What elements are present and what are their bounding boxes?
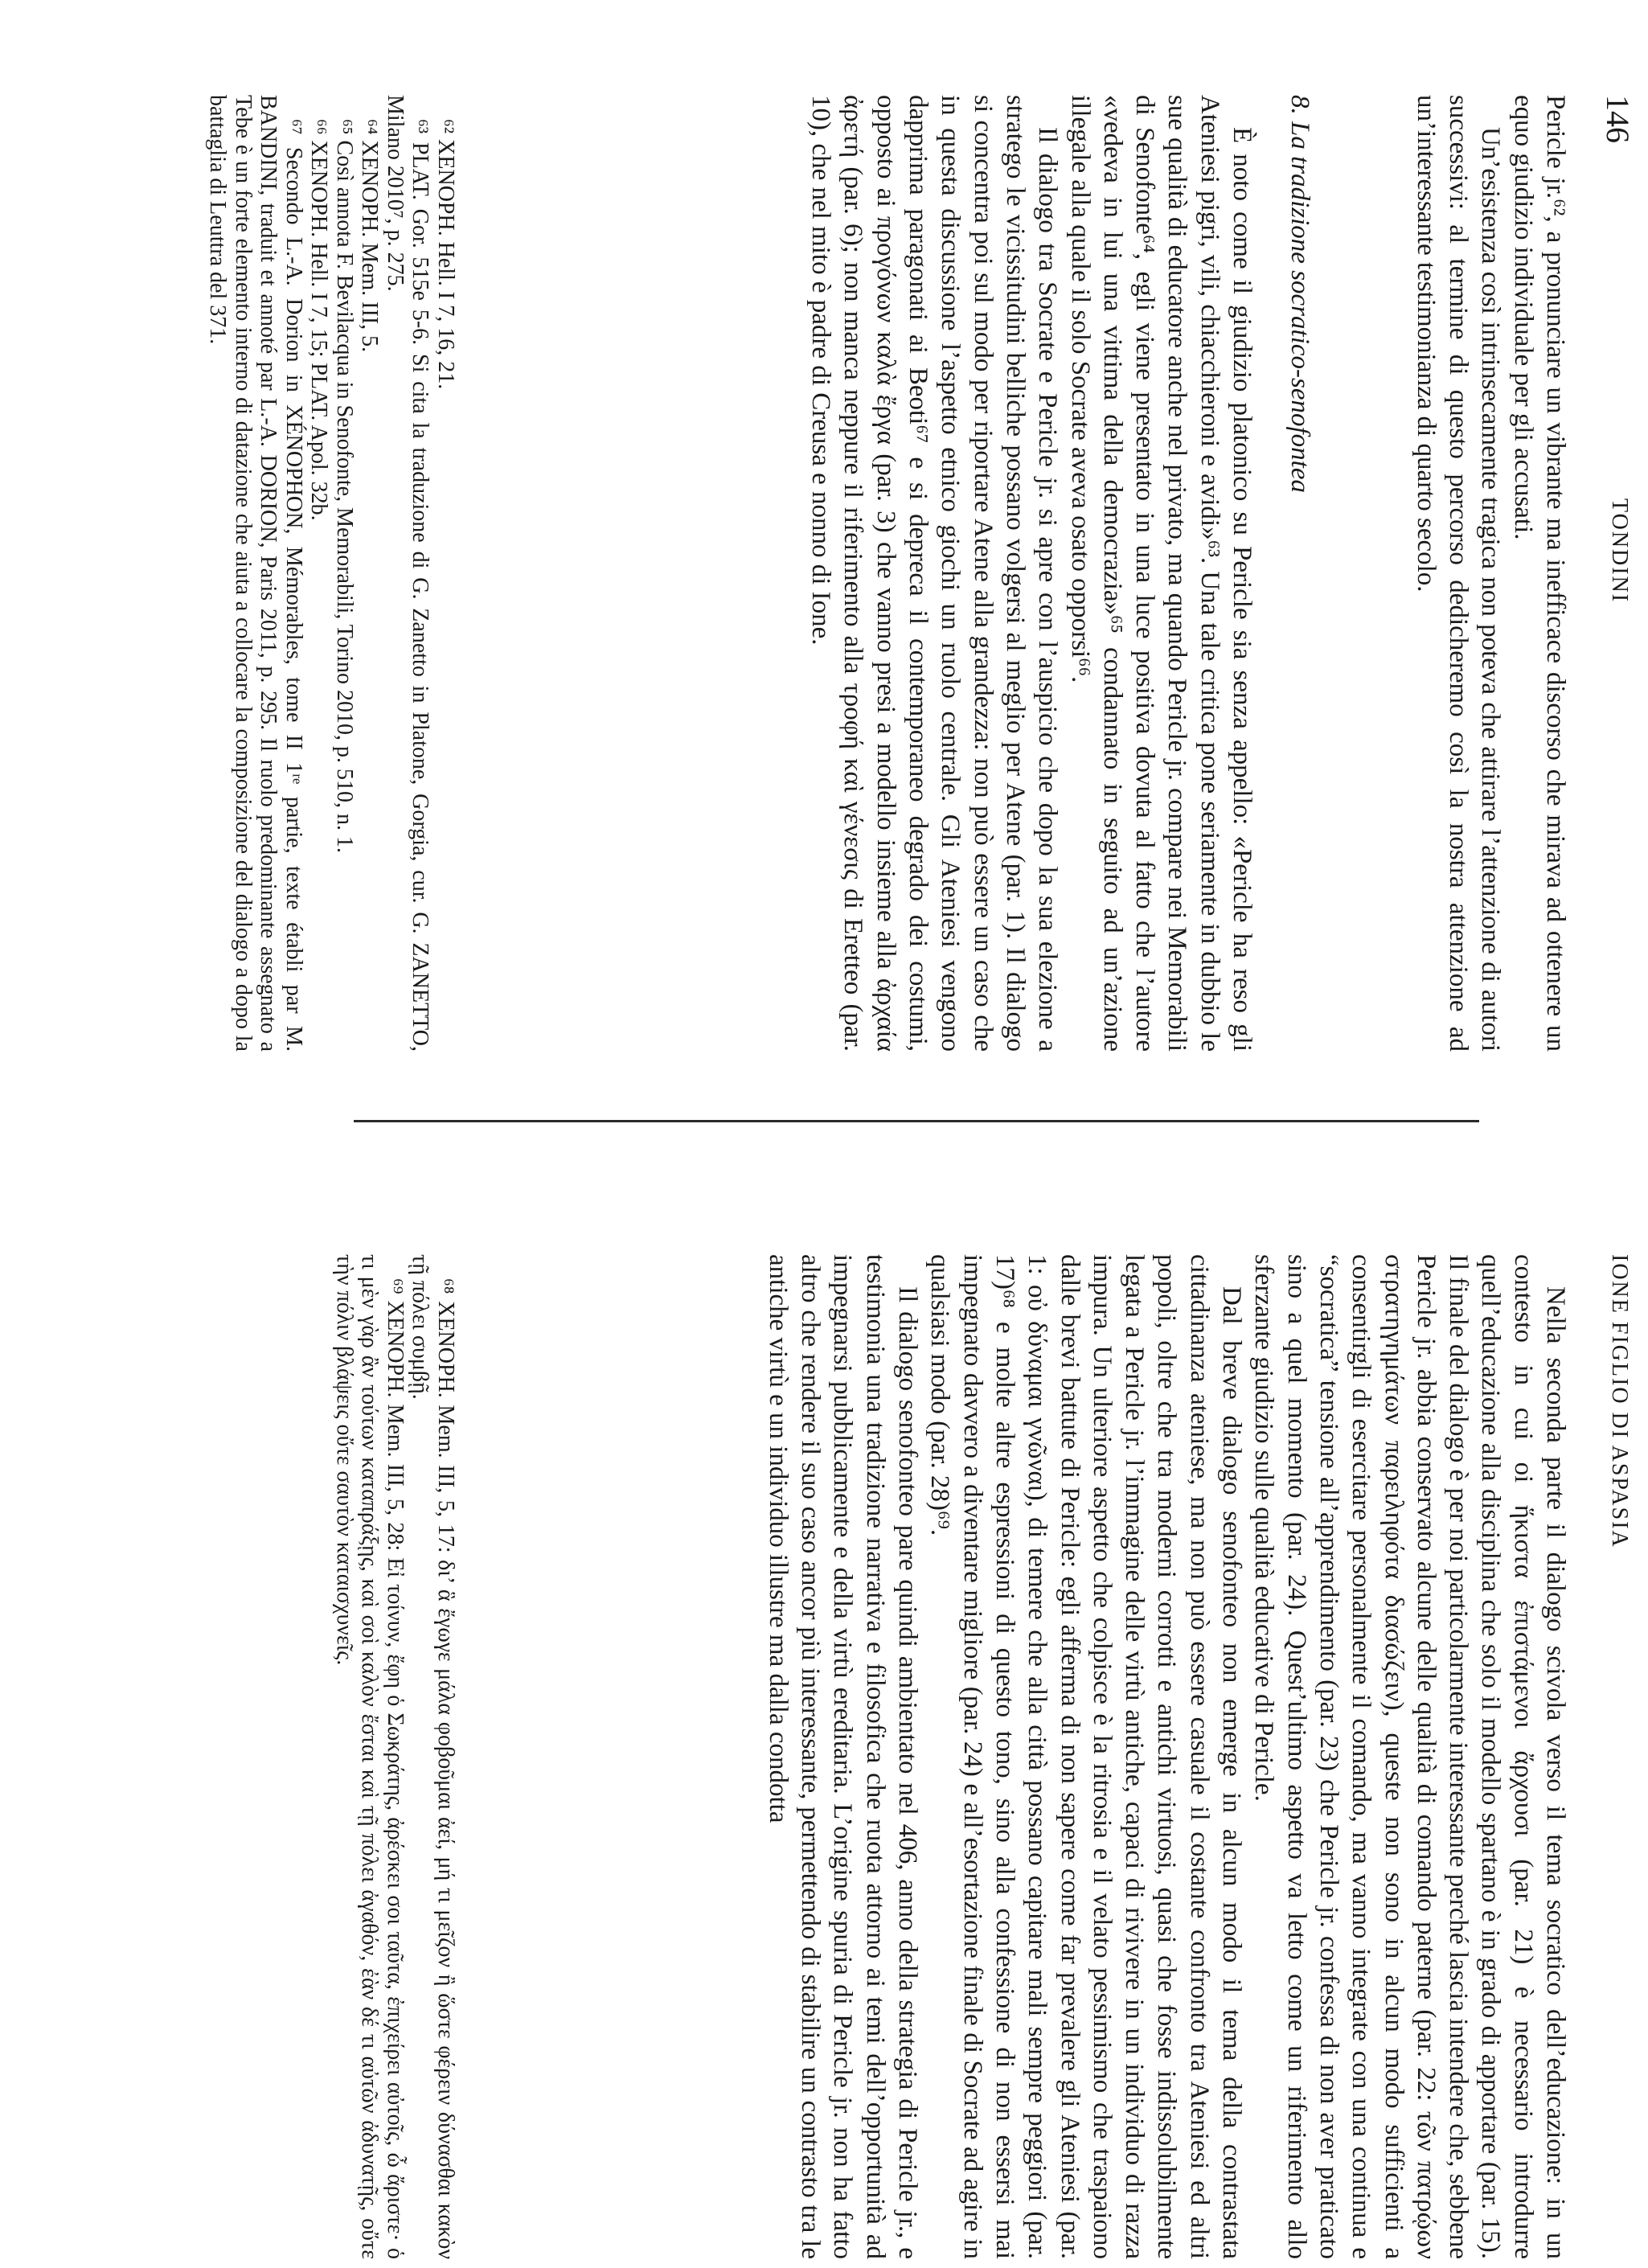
page-number: 146 <box>1600 95 1636 143</box>
paragraph: Il dialogo senofonteo pare quindi ambientato nel 406, anno della strategia di Pericle jr., e testimonia una tradizione narrativa e filosofica che ruota attorno ai temi dell’opportunità ad impegnarsi pubblicamente e della virtù ereditaria. L’origine spuria di Pericle jr. non ha fatto altro che rendere il suo caso ancor più interessante, permettendo di stabilire un contrasto tra le antiche virtù e un individuo illustre ma dalla condotta <box>763 1254 923 2259</box>
section-heading: 8. La tradizione socratico-senofontea <box>1285 95 1314 493</box>
paragraph: È noto come il giudizio platonico su Pericle sia senza appello: «Pericle ha reso gli Ateniesi pigri, vili, chiacchieroni e avidi»⁶³. Una tale critica pone seriamente in dubbio le sue qualità di educatore anche nel privato, ma quando Pericle jr. compare nei Memorabili di Senofonte⁶⁴, egli viene presentato in una luce positiva dovuta al fatto che l’autore «vedeva in lui una vittima della democrazia»⁶⁵ condannato in seguito ad un’azione illegale alla quale il solo Socrate aveva osato opporsi⁶⁶. <box>1065 95 1256 1052</box>
footnote: ⁶³ PLAT. Gor. 515e 5-6. Si cita la traduzione di G. Zanetto in Platone, Gorgia, cur. G. ZANETTO, Milano 2010⁷, p. 275. <box>383 95 433 1052</box>
running-head: TONDINI <box>1607 498 1632 604</box>
body-text <box>1410 95 1572 1052</box>
footnotes <box>205 95 458 1052</box>
footnote: ⁶⁹ XENOPH. Mem. III, 5, 28: Εἰ τοίνυν, ἔφη ὁ Σωκράτης, ἀρέσκει σοι ταῦτα, ἐπιχείρει αὐτοῖς, ὦ ἄριστε· ὁ τι μὲν γὰρ ἂν τούτων καταπράξῃς, καὶ σοὶ καλὸν ἔσται καὶ τῇ πόλει ἀγαθόν, ἐὰν δέ τι αὐτῶν ἀδυνατῇς, οὔτε τὴν πόλιν βλάψεις οὔτε σαυτὸν καταισχυνεῖς. <box>332 1254 408 2259</box>
paragraph: Dal breve dialogo senofonteo non emerge in alcun modo il tema della contrastata cittadinanza ateniese, ma non può essere casuale il costante confronto tra Ateniesi ed altri popoli, oltre che tra moderni corrotti e antichi virtuosi, quasi che fosse indissolubilmente legata a Pericle jr. l’immagine delle virtù antiche, capaci di rivivere in un individuo di razza impura. Un ulteriore aspetto che colpisce è la ritrosia e il velato pessimismo che traspaiono dalle brevi battute di Pericle: egli afferma di non sapere come far prevalere gli Ateniesi (par. 1: οὐ δύναμαι γνῶναι), di temere che alla città possano capitare mali sempre peggiori (par. 17)⁶⁸ e molte altre espressioni di questo tono, sino alla confessione di non essersi mai impegnato davvero a diventare migliore (par. 24) e all’esortazione finale di Socrate ad agire in qualsiasi modo (par. 28)⁶⁹. <box>925 1254 1247 2259</box>
body-text <box>762 1254 1572 2259</box>
gutter-divider <box>354 1120 1479 1122</box>
footnote: ⁶⁸ XENOPH. Mem. III, 5, 17: δι’ ἃ ἔγωγε μάλα φοβοῦμαι ἀεί, μή τι μεῖζον ἢ ὥστε φέρειν δύνασθαι κακὸν τῇ πόλει συμβῇ. <box>408 1254 458 2259</box>
footnote: ⁶² XENOPH. Hell. I 7, 16, 21. <box>433 119 458 390</box>
paragraph: Il dialogo tra Socrate e Pericle jr. si apre con l’auspicio che dopo la sua elezione a stratego le vicissitudini belliche possano volgersi al meglio per Atene (par. 1). Il dialogo si concentra poi sul modo per riportare Atene alla grandezza: non può essere un caso che in questa discussione l’aspetto etnico giochi un ruolo centrale. Gli Ateniesi vengono dapprima paragonati ai Beoti⁶⁷ e si depreca il contemporaneo degrado dei costumi, opposto ai προγόνων καλὰ ἔργα (par. 3) che vanno presi a modello insieme alla ἀρχαία ἀρετή (par. 6); non manca neppure il riferimento alla τροφή καὶ γένεσις di Eretteo (par. 10), che nel mito è padre di Creusa e nonno di Ione. <box>806 95 1063 1052</box>
right-page <box>0 1134 1648 2267</box>
footnote: ⁶⁴ XENOPH. Mem. III, 5. <box>357 119 383 353</box>
footnotes <box>332 1254 459 2259</box>
footnote: ⁶⁶ XENOPH. Hell. I 7, 15; PLAT. Apol. 32b. <box>306 119 332 521</box>
paragraph: Nella seconda parte il dialogo scivola verso il tema socratico dell’educazione: in un contesto in cui oi ἥκιστα ἐπιστάμενοι ἄρχουσι (par. 21) è necessario introdurre quell’educazione alla disciplina che solo il modello spartano è in grado di apportare (par. 15). Il finale del dialogo è per noi particolarmente interessante perché lascia intendere che, sebbene Pericle jr. abbia conservato alcune delle qualità di comando paterne (par. 22: τῶν πατρῴων στρατηγημάτων παρειληφότα διασώζειν), queste non sono in alcun modo sufficienti a consentirgli di esercitare personalmente il comando, ma vanno integrate con una continua e “socratica” tensione all’apprendimento (par. 23) che Pericle jr. confessa di non aver praticato sino a quel momento (par. 24). Quest’ultimo aspetto va letto come un riferimento allo sferzante giudizio sulle qualità educative di Pericle. <box>1249 1254 1570 2259</box>
footnote: ⁶⁵ Così annota F. Bevilacqua in Senofonte, Memorabili, Torino 2010, p. 510, n. 1. <box>332 119 357 854</box>
footnote: ⁶⁷ Secondo L.-A. Dorion in XÉNOPHON, Mémorables, tome II 1ʳᵉ partie, texte établi par M. BANDINI, traduit et annoté par L.-A. DORION, Paris 2011, p. 295. Il ruolo predominante assegnato a Tebe è un forte elemento interno di datazione che aiuta a collocare la composizione del dialogo a dopo la battaglia di Leuttra del 371. <box>205 95 306 1052</box>
paragraph: Pericle jr.⁶², a pronunciare un vibrante ma inefficace discorso che mirava ad ottenere un equo giudizio individuale per gli accusati. <box>1508 95 1570 1052</box>
section-body <box>805 95 1258 1052</box>
running-head: IONE FIGLIO DI ASPASIA <box>1607 1254 1632 1548</box>
section-heading-block <box>1285 95 1314 1052</box>
paragraph: Un’esistenza così intrinsecamente tragica non poteva che attirare l’attenzione di autori successivi: al termine di questo percorso dedicheremo così la nostra attenzione ad un’interessante testimonianza di quarto secolo. <box>1411 95 1506 1052</box>
